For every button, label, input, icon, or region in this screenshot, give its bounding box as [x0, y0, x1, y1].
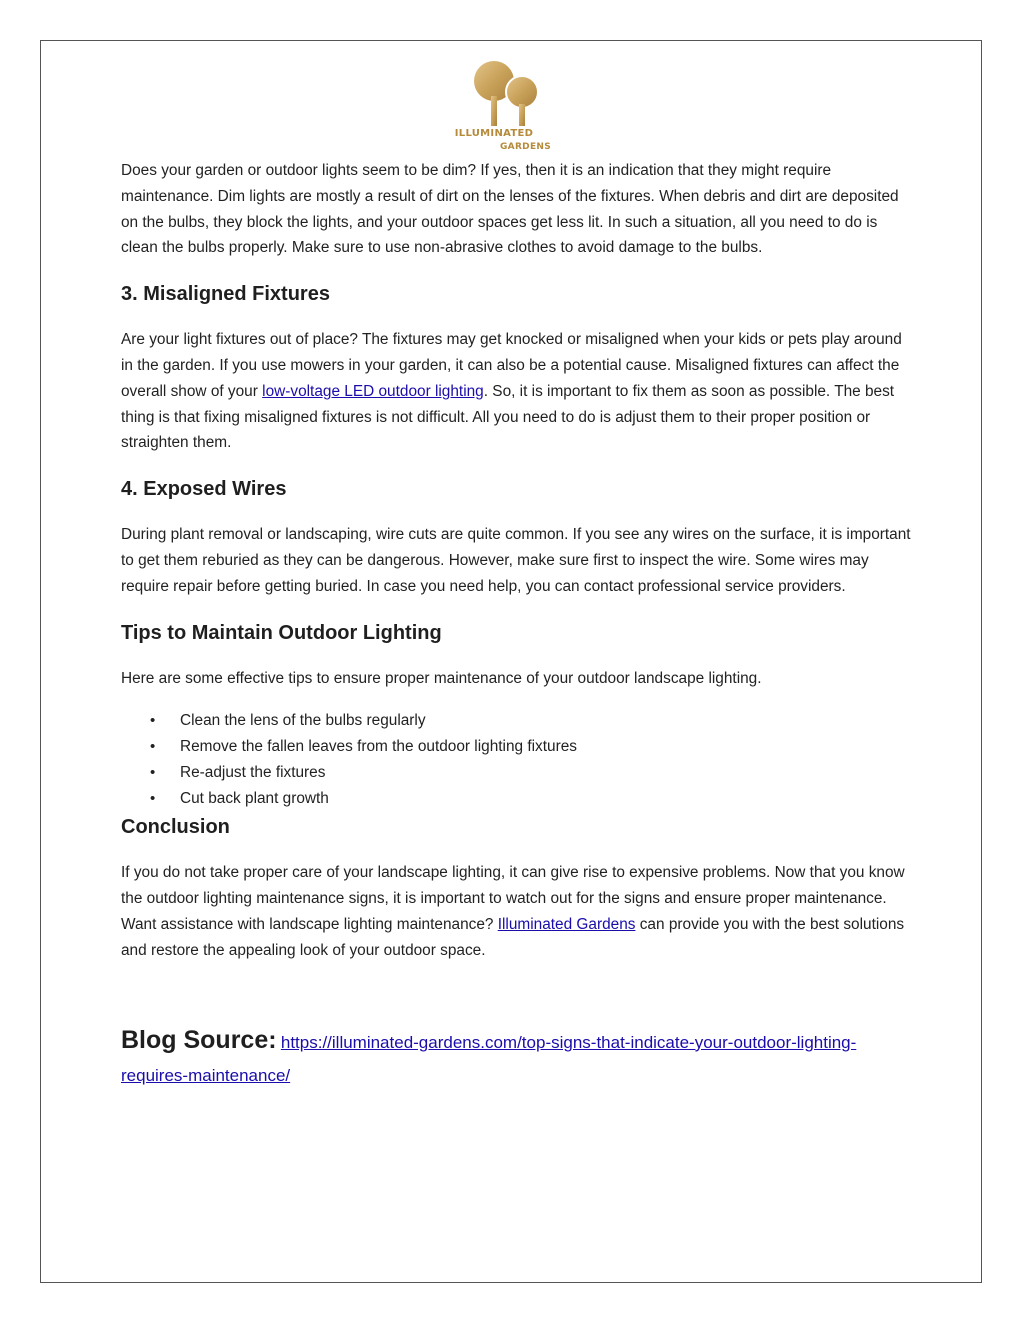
article-body — [121, 158, 911, 1093]
section4-heading: 4. Exposed Wires — [121, 478, 287, 501]
list-item: • Cut back plant growth — [121, 786, 911, 812]
tips-heading: Tips to Maintain Outdoor Lighting — [121, 621, 442, 644]
list-item: • Remove the fallen leaves from the outdoor lighting fixtures — [121, 734, 911, 760]
tree-logo-icon — [444, 58, 544, 128]
illuminated-gardens-link[interactable]: Illuminated Gardens — [497, 915, 636, 933]
section3-text-a: Are your light fixtures out of place? The fixtures may get knocked or misaligned when your kids or pets play around in the garden. If you use mowers in your garden, it can also be a potential cause. Misaligned fixtures can affect the overall show of your — [121, 331, 902, 400]
logo-text-gardens: GARDENS — [500, 142, 552, 152]
conclusion-paragraph — [121, 860, 911, 963]
conclusion-heading: Conclusion — [121, 816, 230, 839]
intro-paragraph: Does your garden or outdoor lights seem to be dim? If yes, then it is an indication that they might require maintenance. Dim lights are mostly a result of dirt on the lenses of the fixtures. When debris and dirt are deposited on the bulbs, they block the lights, and your outdoor spaces get less lit. In such a situation, all you need to do is clean the bulbs properly. Make sure to use non-abrasive clothes to avoid damage to the bulbs. — [121, 162, 899, 257]
section3-text-b: . So, it is important to fix them as soon as possible. The best thing is that fixing misaligned fixtures is not difficult. All you need to do is adjust them to their proper position or straighten them. — [121, 382, 895, 452]
blog-source-label: Blog Source: — [121, 1025, 277, 1054]
section4-paragraph: During plant removal or landscaping, wire cuts are quite common. If you see any wires on the surface, it is important to get them reburied as they can be dangerous. However, make sure first to inspect the wire. Some wires may require repair before getting buried. In case you need help, you can contact professional service providers. — [121, 526, 911, 595]
section3-paragraph — [121, 327, 911, 456]
conclusion-text-a: If you do not take proper care of your landscape lighting, it can give rise to expensive problems. Now that you know the outdoor lighting maintenance signs, it is important to watch out for the signs and ensure proper maintenance. Want assistance with landscape lighting maintenance? — [121, 864, 905, 933]
list-item: • Clean the lens of the bulbs regularly — [121, 708, 911, 734]
led-lighting-link[interactable]: low-voltage LED outdoor lighting — [262, 382, 484, 400]
tips-intro: Here are some effective tips to ensure proper maintenance of your outdoor landscape lighting. — [121, 669, 762, 687]
conclusion-text-b: can provide you with the best solutions and restore the appealing look of your outdoor space. — [121, 915, 905, 959]
illuminated-gardens-logo — [444, 58, 570, 158]
logo-text-illuminated: ILLUMINATED — [454, 128, 534, 139]
blog-source-link[interactable]: https://illuminated-gardens.com/top-signs-that-indicate-your-outdoor-lighting-requires-maintenance/ — [121, 1032, 857, 1085]
blog-source — [121, 1024, 911, 1093]
tips-list — [121, 708, 911, 812]
section3-heading: 3. Misaligned Fixtures — [121, 283, 330, 306]
list-item: • Re-adjust the fixtures — [121, 760, 911, 786]
